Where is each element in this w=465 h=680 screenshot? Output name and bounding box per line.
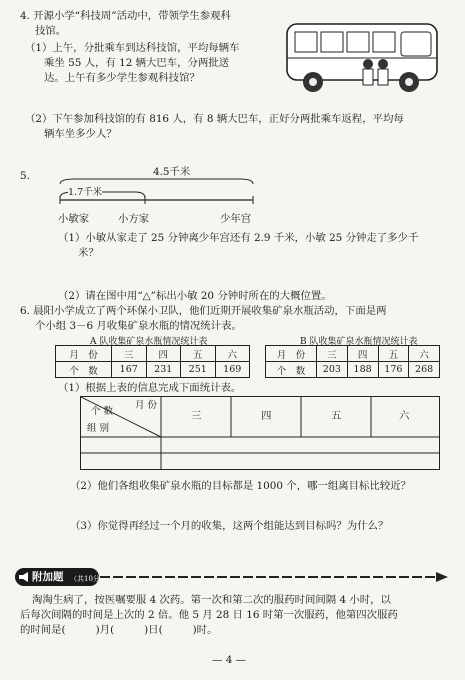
table-b [265,345,440,378]
table-b-title: B 队收集矿泉水瓶情况统计表 [300,337,418,347]
table-a-cell: 个 数 [56,362,112,378]
q5-number: 5. [20,170,30,182]
q6-line1: 6. 晨阳小学成立了两个环保小卫队，他们近期开展收集矿泉水瓶活动，下面是两 [20,305,387,317]
bonus-line3-b: )月( [95,624,115,636]
table-b-cell: 203 [317,362,348,378]
bonus-line3 [20,624,217,637]
q5-place-xiaomin-home: 小敏家 [58,213,90,225]
q5-p2: （2）请在图中用“△”标出小敏 20 分钟时所在的大概位置。 [58,290,332,302]
combined-corner-group: 组 别 [87,423,110,434]
table-a-header-row [56,346,250,362]
table-a-cell: 169 [215,362,250,378]
table-a-cell: 四 [146,346,181,362]
q6-p2: （2）他们各组收集矿泉水瓶的目标都是 1000 个，哪一组离目标比较近？ [70,480,411,492]
table-a-cell: 251 [181,362,216,378]
q4-p1-line3: 达。上午有多少学生参观科技馆？ [44,72,200,84]
q5-p1-line1: （1）小敏从家走了 25 分钟离少年宫还有 2.9 千米，小敏 25 分钟走了多少千 [58,232,419,244]
combined-table [80,396,440,470]
table-b-cell: 月 份 [266,346,317,362]
bonus-line3-d: )时。 [192,624,218,636]
q4-p2-line2: 辆车坐多少人？ [44,128,117,140]
q6-p1: （1）根据上表的信息完成下面统计表。 [58,382,242,394]
page-number: — 4 — [212,654,246,666]
table-a-cell: 六 [215,346,250,362]
q4-line1: 4. 开源小学“科技周”活动中，带领学生参观科 [20,10,231,22]
table-a-data-row [56,362,250,378]
table-b-cell: 188 [347,362,378,378]
q5-place-youth-palace: 少年宫 [220,213,252,225]
table-b-cell: 六 [409,346,440,362]
table-b-cell: 个 数 [266,362,317,378]
megaphone-icon [18,571,30,583]
bonus-divider-arrow [100,571,450,583]
table-b-cell: 五 [378,346,409,362]
combined-month-6: 六 [399,410,410,422]
table-a-cell: 五 [181,346,216,362]
table-a [55,345,250,378]
table-a-cell: 231 [146,362,181,378]
q6-p3: （3）你觉得再经过一个月的收集，这两个组能达到目标吗？为什么？ [70,520,389,532]
table-b-cell: 四 [347,346,378,362]
table-a-title: A 队收集矿泉水瓶情况统计表 [90,337,208,347]
q5-total-distance-label: 4.5千米 [153,166,191,178]
q4-p1-line2: 乘坐 55 人，有 12 辆大巴车，分两批送 [44,57,230,69]
combined-month-4: 四 [261,410,272,422]
combined-month-5: 五 [331,410,342,422]
table-b-header-row [266,346,440,362]
q5-p1-line2: 米？ [78,247,99,259]
table-b-cell: 三 [317,346,348,362]
combined-month-3: 三 [191,410,202,422]
table-b-cell: 268 [409,362,440,378]
bonus-line1: 淘淘生病了，按医嘱要服 4 次药。第一次和第二次的服药时间间隔 4 小时，以 [32,594,391,606]
table-b-cell: 176 [378,362,409,378]
q4-p2-line1: （2）下午参加科技馆的有 816 人，有 8 辆大巴车，正好分两批乘车返程，平均每 [25,113,404,125]
combined-corner-count: 个 数 [91,406,114,417]
q4-line2: 技馆。 [35,25,67,37]
table-a-cell: 月 份 [56,346,112,362]
table-a-cell: 三 [112,346,147,362]
table-a-cell: 167 [112,362,147,378]
q6-line2: 个小组 3－6 月收集矿泉水瓶的情况统计表。 [35,320,242,332]
school-bus-illustration [283,18,445,98]
bonus-points: （共10分） [70,575,107,583]
q5-place-xiaofang-home: 小方家 [118,213,150,225]
bonus-line3-a: 的时间是( [20,624,66,636]
bonus-line2: 后每次间隔的时间是上次的 2 倍。他 5 月 28 日 16 时第一次服药，他第四次服药 [20,609,398,621]
bonus-title: 附加题 [32,571,64,583]
table-b-data-row [266,362,440,378]
combined-corner-month: 月 份 [135,400,158,411]
bonus-line3-c: )日( [144,624,163,636]
q5-part-distance-label: 1.7千米 [68,187,103,198]
q4-p1-line1: （1）上午，分批乘车到达科技馆，平均每辆车 [25,42,240,54]
